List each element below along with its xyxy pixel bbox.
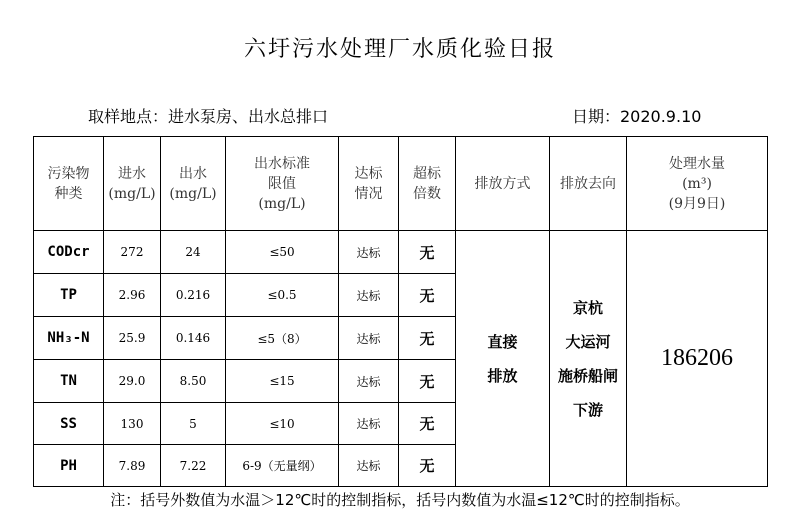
status-value: 达标 [339, 317, 399, 360]
status-value: 达标 [339, 445, 399, 487]
pollutant-name: CODcr [34, 231, 104, 274]
inflow-value: 25.9 [104, 317, 161, 360]
header-method: 排放方式 [456, 137, 550, 231]
inflow-value: 29.0 [104, 360, 161, 403]
outflow-value: 24 [161, 231, 226, 274]
limit-value: ≤5（8） [226, 317, 339, 360]
status-value: 达标 [339, 274, 399, 317]
pollutant-name: TP [34, 274, 104, 317]
exceed-value: 无 [399, 231, 456, 274]
inflow-value: 272 [104, 231, 161, 274]
exceed-value: 无 [399, 360, 456, 403]
header-limit: 出水标准 限值 (mg/L) [226, 137, 339, 231]
treated-volume: 186206 [627, 231, 768, 487]
report-title: 六圩污水处理厂水质化验日报 [243, 37, 556, 62]
outflow-value: 0.146 [161, 317, 226, 360]
discharge-destination: 京杭 大运河 施桥船闸 下游 [550, 231, 627, 487]
sampling-location: 取样地点：进水泵房、出水总排口 [88, 107, 329, 126]
status-value: 达标 [339, 403, 399, 445]
header-status: 达标 情况 [339, 137, 399, 231]
outflow-value: 5 [161, 403, 226, 445]
outflow-value: 0.216 [161, 274, 226, 317]
outflow-value: 8.50 [161, 360, 226, 403]
exceed-value: 无 [399, 403, 456, 445]
table-row [34, 231, 768, 274]
inflow-value: 7.89 [104, 445, 161, 487]
header-destination: 排放去向 [550, 137, 627, 231]
inflow-value: 130 [104, 403, 161, 445]
exceed-value: 无 [399, 274, 456, 317]
report-date: 日期：2020.9.10 [572, 107, 702, 126]
limit-value: ≤10 [226, 403, 339, 445]
header-exceed: 超标 倍数 [399, 137, 456, 231]
pollutant-name: NH₃-N [34, 317, 104, 360]
pollutant-name: PH [34, 445, 104, 487]
header-volume: 处理水量 (m³) (9月9日) [627, 137, 768, 231]
limit-value: ≤15 [226, 360, 339, 403]
inflow-value: 2.96 [104, 274, 161, 317]
discharge-method: 直接 排放 [456, 231, 550, 487]
pollutant-name: SS [34, 403, 104, 445]
limit-value: 6-9（无量纲） [226, 445, 339, 487]
outflow-value: 7.22 [161, 445, 226, 487]
limit-value: ≤0.5 [226, 274, 339, 317]
header-outflow: 出水 (mg/L) [161, 137, 226, 231]
exceed-value: 无 [399, 317, 456, 360]
status-value: 达标 [339, 360, 399, 403]
header-pollutant: 污染物 种类 [34, 137, 104, 231]
exceed-value: 无 [399, 445, 456, 487]
table-header-row [34, 137, 768, 231]
limit-value: ≤50 [226, 231, 339, 274]
footnote: 注：括号外数值为水温＞12℃时的控制指标，括号内数值为水温≤12℃时的控制指标。 [110, 491, 690, 509]
water-quality-table [33, 136, 768, 487]
header-inflow: 进水 (mg/L) [104, 137, 161, 231]
pollutant-name: TN [34, 360, 104, 403]
status-value: 达标 [339, 231, 399, 274]
